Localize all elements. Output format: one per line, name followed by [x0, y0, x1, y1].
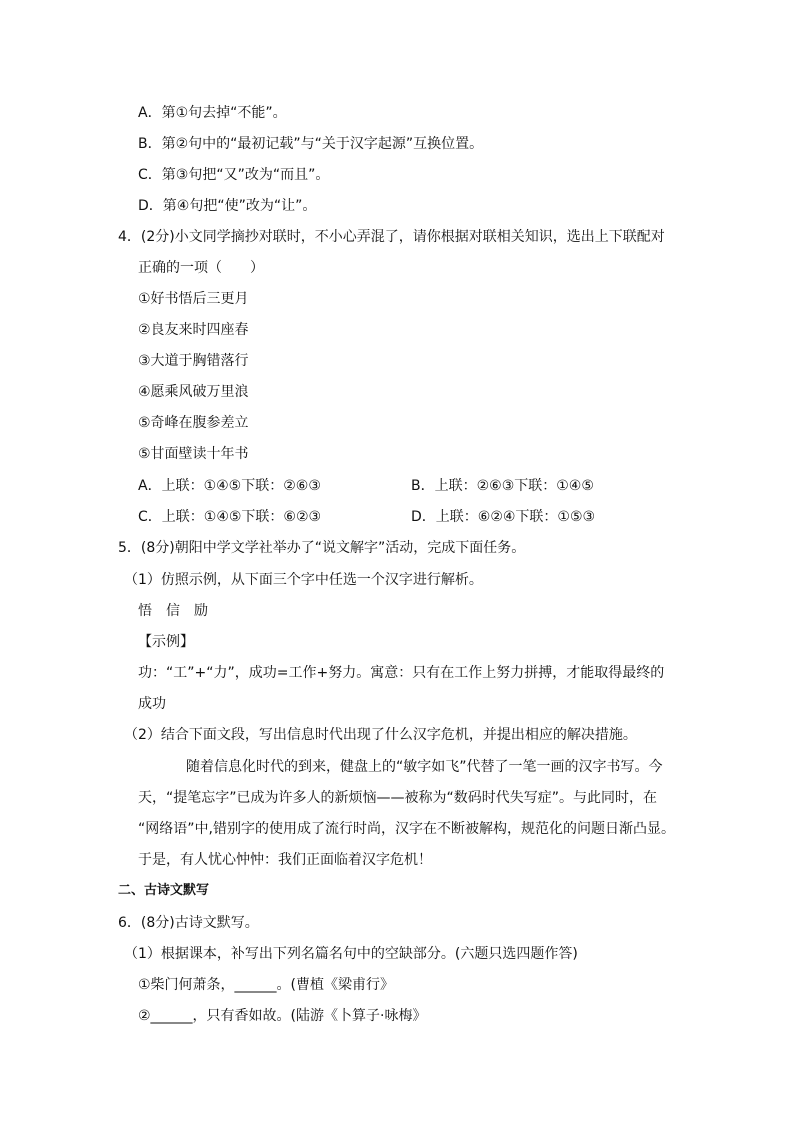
q3-option-d: D．第④句把“使”改为“让”。: [138, 198, 317, 214]
q4-option-b: B．上联：②⑥③下联：①④⑤: [411, 478, 594, 494]
q6-line1: ①柴门何萧条，______。(曹植《梁甫行》: [138, 977, 395, 993]
q4-option-c: C．上联：①④⑤下联：⑥②③: [138, 509, 322, 525]
q4-item-1: ①好书悟后三更月: [138, 291, 249, 307]
q5-passage-line3: “网络语”中,错别字的使用成了流行时尚，汉字在不断被解构，规范化的问题日渐凸显。: [138, 821, 675, 837]
q3-option-b: B．第②句中的“最初记载”与“关于汉字起源”互换位置。: [138, 136, 484, 152]
q5-passage-line4: 于是，有人忧心忡忡：我们正面临着汉字危机！: [138, 852, 432, 868]
q5-sub1: （1）仿照示例，从下面三个字中任选一个汉字进行解析。: [124, 572, 483, 588]
q4-item-4: ④愿乘风破万里浪: [138, 384, 249, 400]
q4-stem-line2: 正确的一项（ ）: [138, 260, 264, 276]
q5-example-label: 【示例】: [138, 634, 194, 650]
q5-stem: 5．(8分)朝阳中学文学社举办了“说文解字”活动，完成下面任务。: [118, 540, 526, 556]
q6-stem: 6．(8分)古诗文默写。: [118, 915, 259, 931]
q4-item-5: ⑤奇峰在腹参差立: [138, 415, 249, 431]
q5-passage-line1: 随着信息化时代的到来，健盘上的“敏字如飞”代替了一笔一画的汉字书写。今: [186, 759, 663, 775]
q5-passage-line2: 天，“提笔忘字”已成为许多人的新烦恼——被称为“数码时代失写症”。与此同时，在: [138, 790, 658, 806]
q5-example-line1: 功：“工”+“力”，成功=工作+努力。寓意：只有在工作上努力拼搏，才能取得最终的: [138, 665, 665, 681]
q5-chars: 悟 信 励: [138, 603, 208, 619]
q5-sub2: （2）结合下面文段，写出信息时代出现了什么汉字危机，并提出相应的解决措施。: [124, 727, 637, 743]
q6-sub1: （1）根据课本，补写出下列名篇名句中的空缺部分。(六题只选四题作答): [124, 946, 578, 962]
q4-item-3: ③大道于胸错落行: [138, 353, 249, 369]
section-heading: 二、古诗文默写: [118, 883, 210, 898]
q6-line2: ②______，只有香如故。(陆游《卜算子·咏梅》: [138, 1008, 427, 1024]
q3-option-c: C．第③句把“又”改为“而且”。: [138, 167, 330, 183]
q4-option-d: D．上联：⑥②④下联：①⑤③: [411, 509, 596, 525]
q4-item-6: ⑤甘面壁读十年书: [138, 446, 249, 462]
q3-option-a: A．第①句去掉“不能”。: [138, 105, 287, 121]
q4-option-a: A．上联：①④⑤下联：②⑥③: [138, 478, 321, 494]
q4-item-2: ②良友来时四座春: [138, 322, 249, 338]
q4-stem-line1: 4．(2分)小文同学摘抄对联时，不小心弄混了，请你根据对联相关知识，选出上下联配对: [118, 229, 665, 245]
q5-example-line2: 成功: [138, 696, 166, 712]
